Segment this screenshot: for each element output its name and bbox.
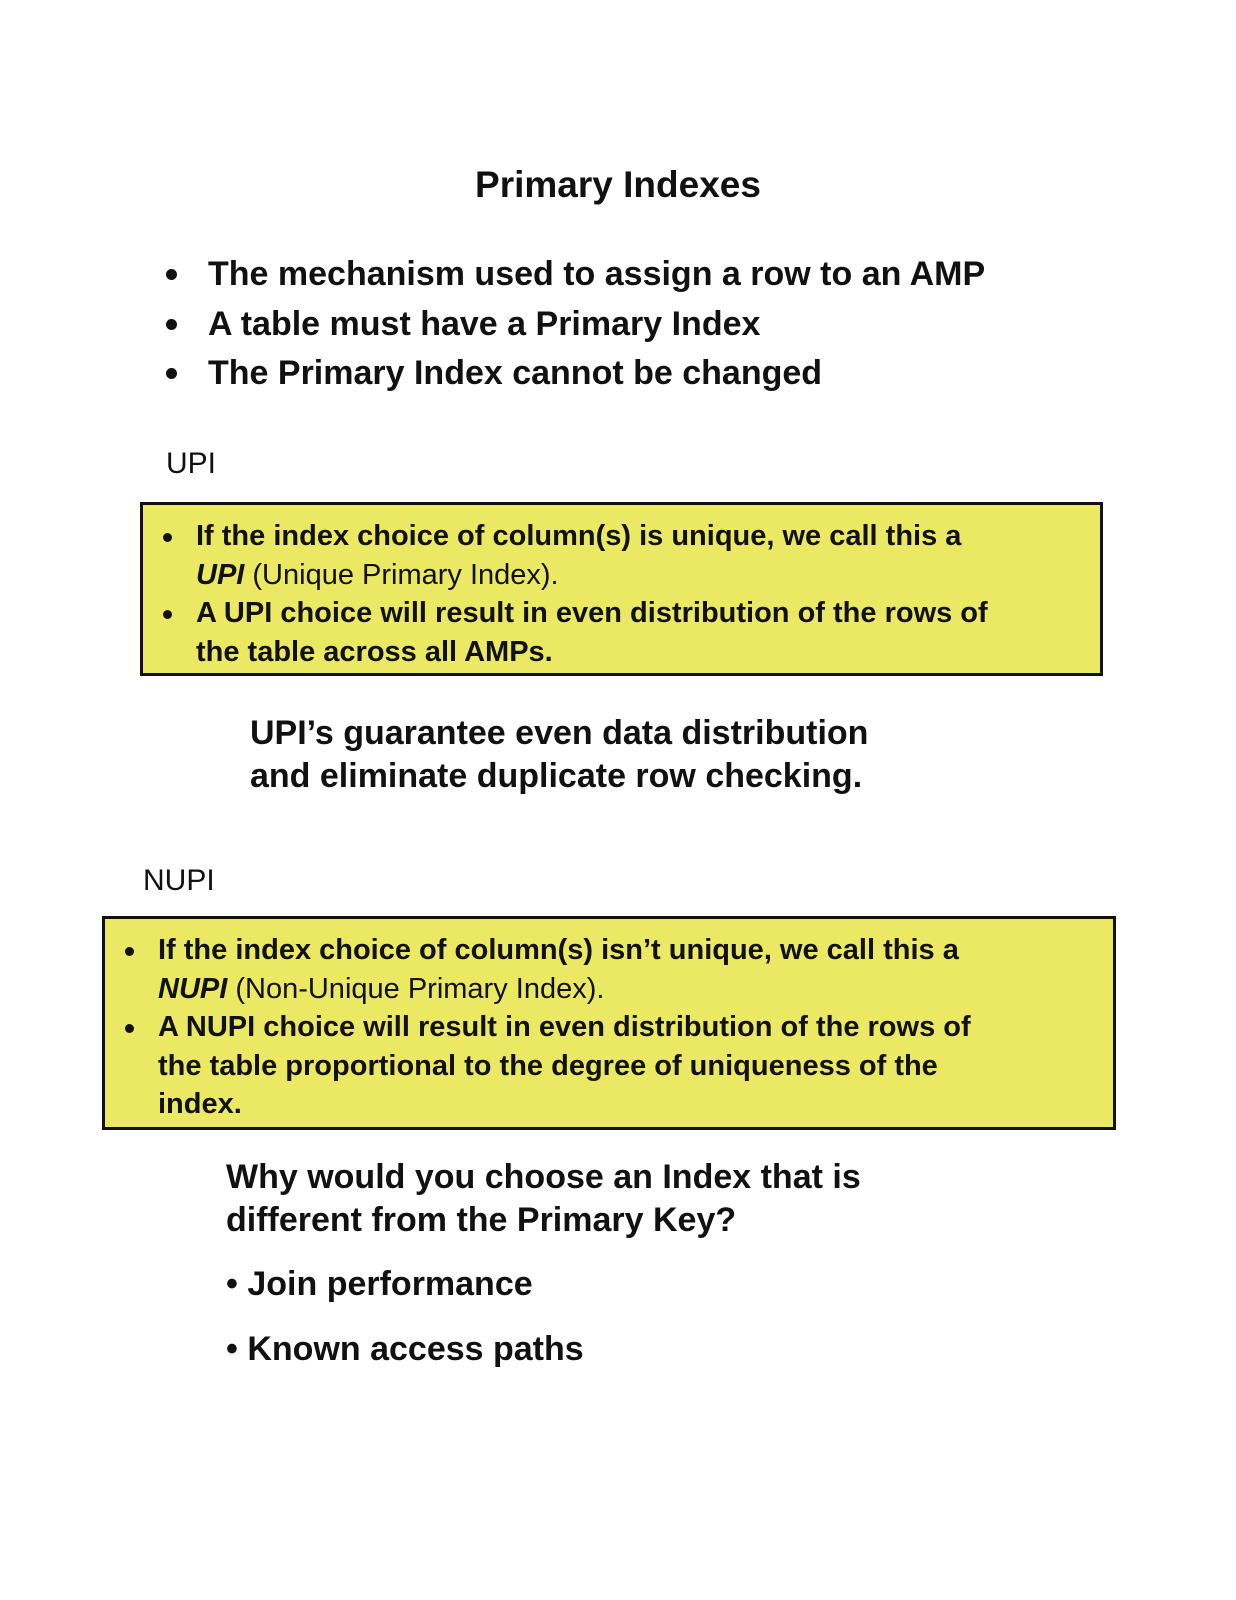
- upi-definition-box: [140, 502, 1103, 676]
- why-question: [226, 1156, 861, 1242]
- intro-bullet-text: A table must have a Primary Index: [208, 304, 761, 343]
- why-reasons-list: [226, 1264, 584, 1369]
- upi-bullet1-line1: If the index choice of column(s) is unique, we call this a: [196, 520, 962, 552]
- nupi-definition-box: [102, 916, 1116, 1130]
- intro-bullet-text: The mechanism used to assign a row to an AMP: [208, 255, 986, 293]
- bullet-dot-icon: [163, 610, 172, 619]
- why-question-line2: different from the Primary Key?: [226, 1201, 737, 1239]
- bullet-dot-icon: [166, 319, 177, 330]
- upi-bullet-item: [143, 594, 1100, 671]
- intro-bullet-item: [160, 300, 985, 350]
- nupi-term: NUPI: [158, 972, 228, 1005]
- why-reason-item: • Known access paths: [226, 1330, 584, 1368]
- intro-bullet-item: [160, 250, 985, 300]
- bullet-dot-icon: [166, 368, 177, 379]
- nupi-bullet2-line3: index.: [158, 1088, 242, 1120]
- upi-term: UPI: [196, 558, 245, 591]
- nupi-bullet2-line1: A NUPI choice will result in even distribution of the rows of: [158, 1011, 971, 1043]
- upi-statement-line2: and eliminate duplicate row checking.: [250, 757, 863, 795]
- nupi-bullet2-line2: the table proportional to the degree of uniqueness of the: [158, 1049, 938, 1082]
- nupi-bullet-item: [105, 1008, 1113, 1124]
- nupi-bullet-item: [105, 931, 1113, 1008]
- page-title: Primary Indexes: [475, 164, 761, 205]
- upi-bullet2-line1: A UPI choice will result in even distribution of the rows of: [196, 597, 988, 629]
- nupi-bullet1-line1: If the index choice of column(s) isn’t unique, we call this a: [158, 934, 959, 966]
- bullet-dot-icon: [166, 269, 177, 280]
- intro-bullet-list: [160, 250, 985, 399]
- upi-bullet2-line2: the table across all AMPs.: [196, 635, 553, 668]
- upi-bullet-item: [143, 517, 1100, 594]
- bullet-dot-icon: [125, 1024, 134, 1033]
- upi-statement: [250, 712, 868, 798]
- upi-statement-line1: UPI’s guarantee even data distribution: [250, 714, 869, 752]
- upi-term-expansion: (Unique Primary Index).: [244, 558, 559, 591]
- bullet-dot-icon: [125, 947, 134, 956]
- nupi-definition-list: [105, 931, 1113, 1124]
- why-question-line1: Why would you choose an Index that is: [226, 1158, 861, 1196]
- upi-section-label: UPI: [166, 447, 217, 480]
- intro-bullet-item: [160, 349, 985, 399]
- nupi-section-label: NUPI: [143, 864, 215, 897]
- bullet-dot-icon: [163, 533, 172, 542]
- why-reason-item: • Join performance: [226, 1265, 533, 1303]
- intro-bullet-text: The Primary Index cannot be changed: [208, 354, 823, 392]
- nupi-term-expansion: (Non-Unique Primary Index).: [227, 972, 605, 1005]
- upi-definition-list: [143, 517, 1100, 671]
